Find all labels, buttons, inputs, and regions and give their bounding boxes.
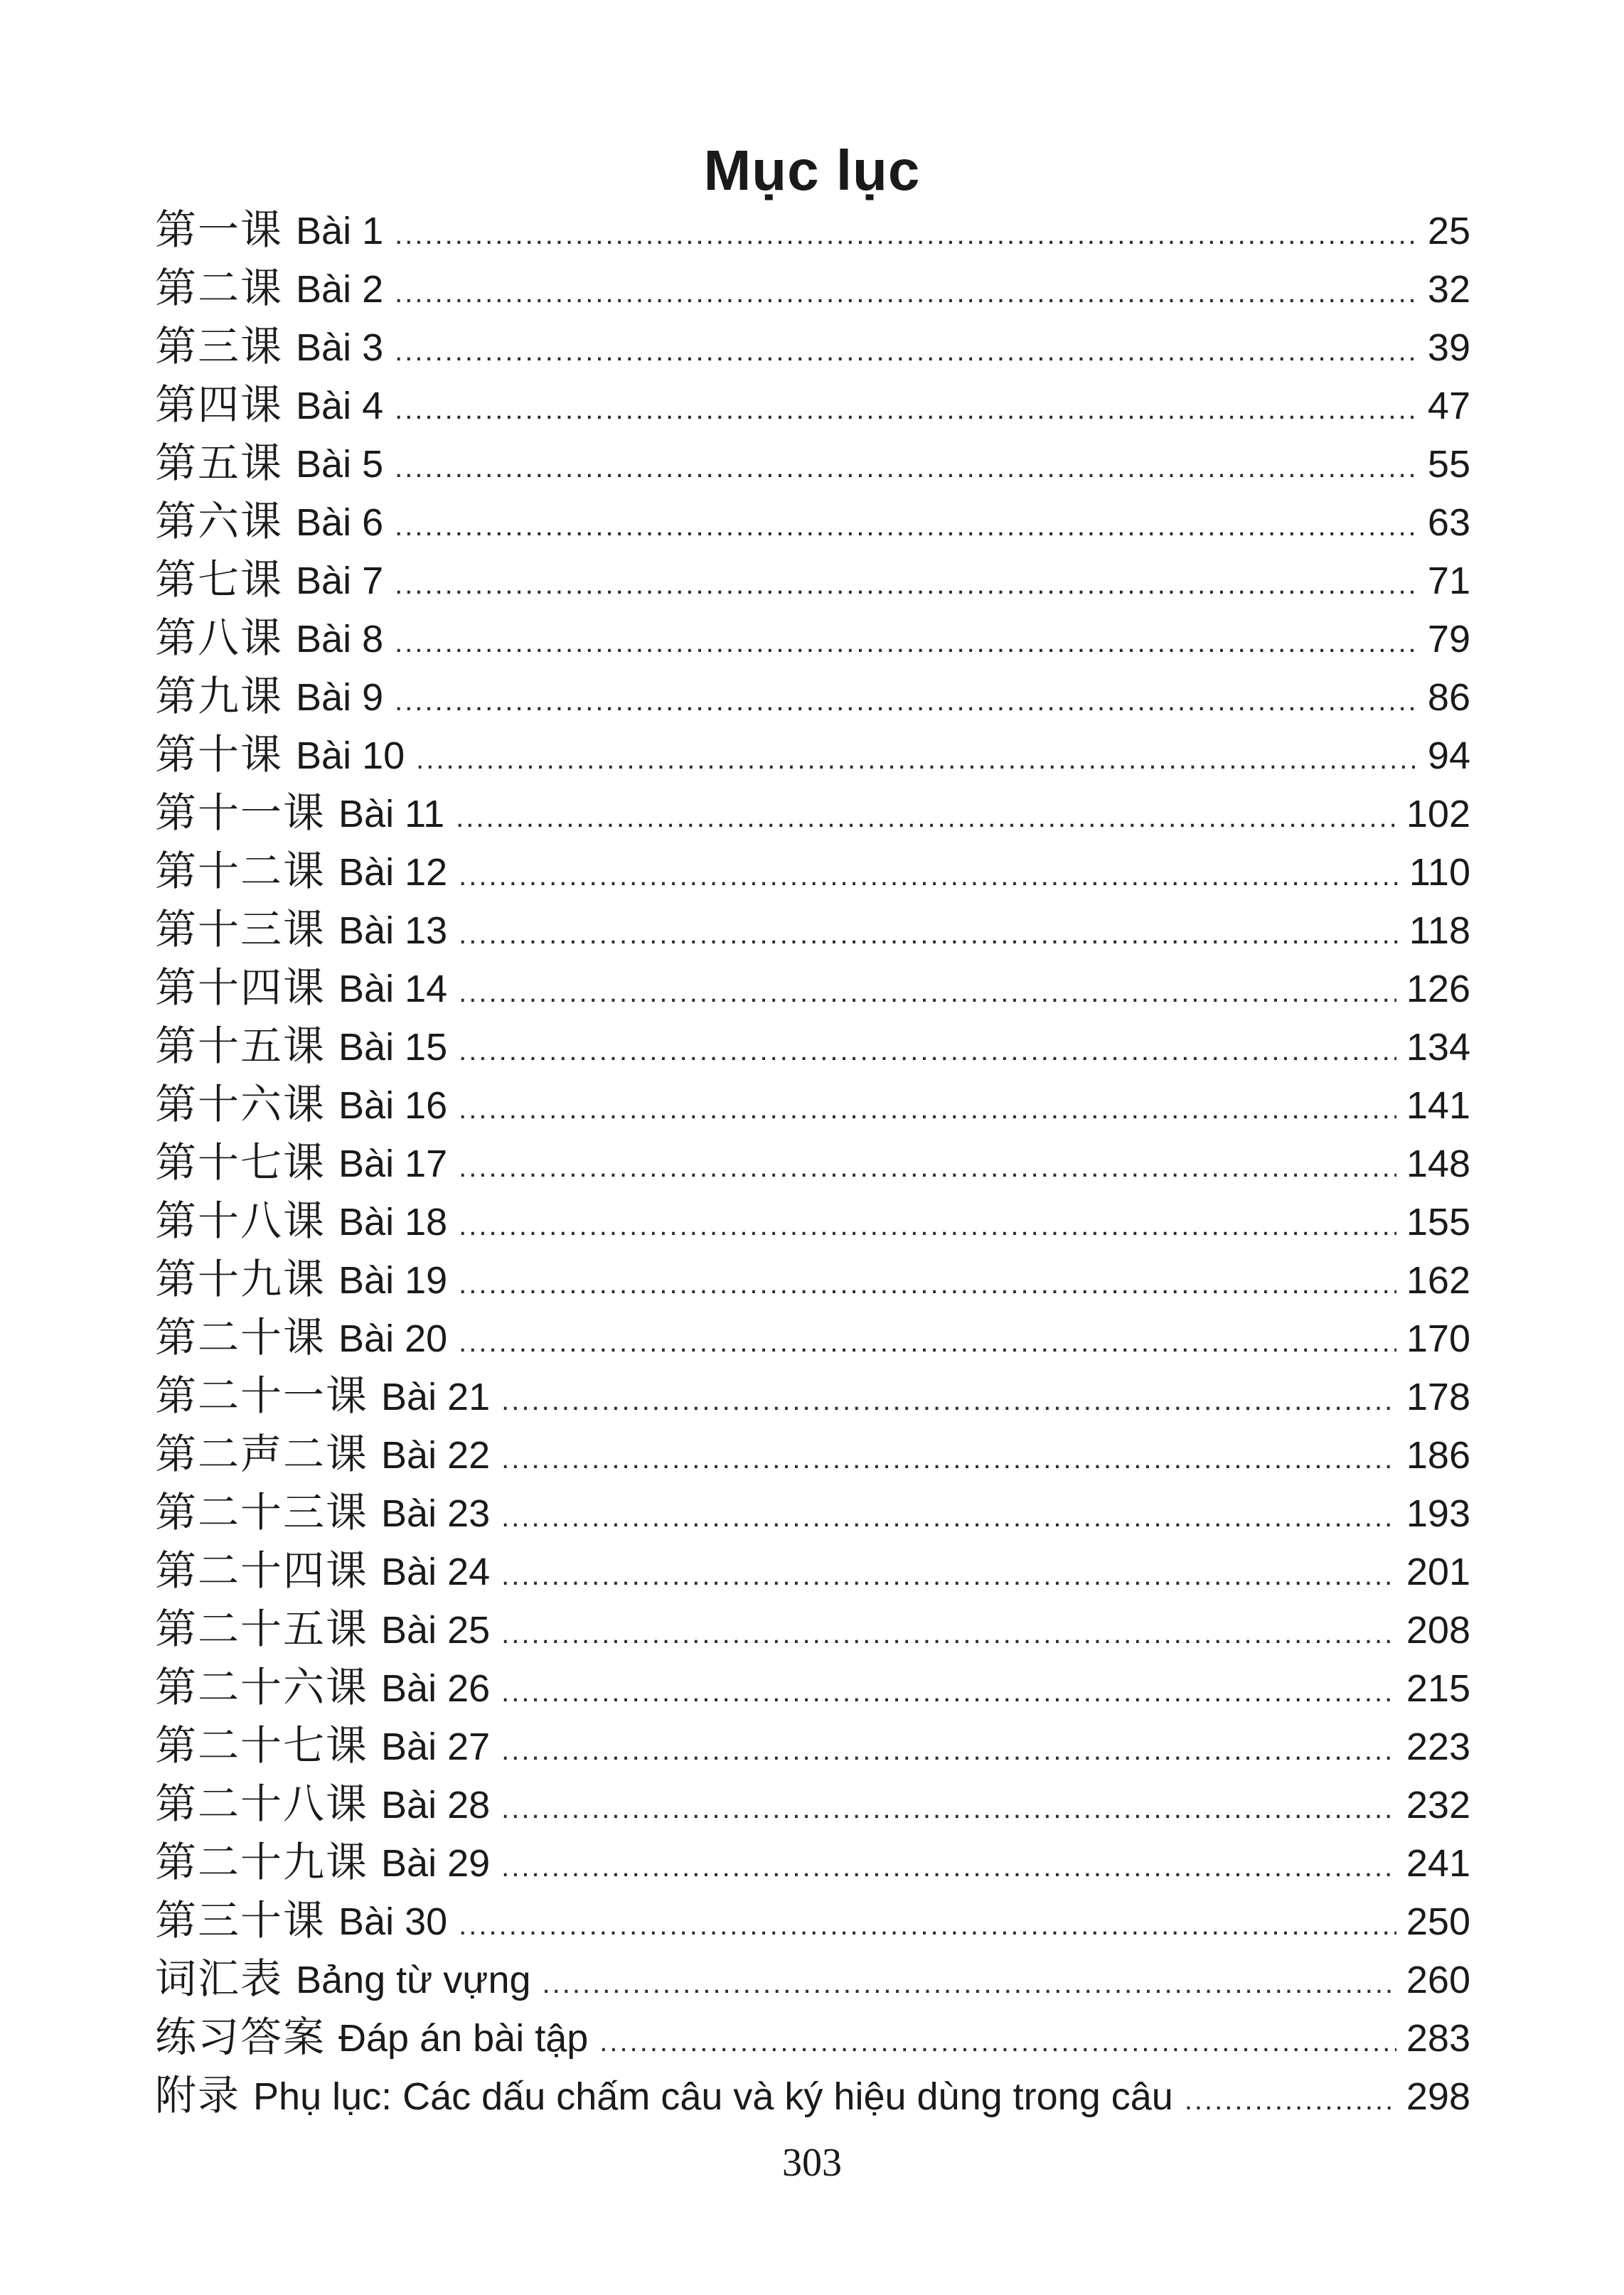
toc-entry-chinese-title: 第二十三课 — [155, 1488, 369, 1536]
toc-entry[interactable] — [155, 1891, 1470, 1949]
toc-entry-page-number: 201 — [1406, 1551, 1470, 1593]
toc-entry-chinese-title: 第十一课 — [155, 788, 326, 837]
dot-leader — [501, 1605, 1396, 1663]
toc-entry-chinese-title: 练习答案 — [155, 2013, 326, 2061]
dot-leader — [1185, 2071, 1396, 2129]
toc-entry[interactable] — [155, 1658, 1470, 1716]
dot-leader — [459, 1138, 1396, 1197]
table-of-contents — [155, 200, 1470, 2124]
dot-leader — [395, 264, 1418, 322]
toc-entry-vietnamese-title: Bài 1 — [296, 210, 384, 252]
toc-entry[interactable] — [155, 725, 1470, 783]
toc-entry-page-number: 79 — [1427, 618, 1470, 660]
toc-entry[interactable] — [155, 317, 1470, 375]
toc-entry-vietnamese-title: Bài 21 — [381, 1376, 491, 1418]
toc-entry[interactable] — [155, 1075, 1470, 1133]
toc-entry[interactable] — [155, 2066, 1470, 2124]
dot-leader — [501, 1838, 1396, 1896]
toc-entry-page-number: 134 — [1406, 1026, 1470, 1069]
toc-entry-page-number: 298 — [1406, 2075, 1470, 2118]
toc-entry-chinese-title: 第十二课 — [155, 847, 326, 895]
dot-leader — [459, 905, 1399, 963]
toc-entry-page-number: 25 — [1427, 210, 1470, 252]
toc-entry-vietnamese-title: Bài 29 — [381, 1842, 491, 1885]
toc-entry-chinese-title: 词汇表 — [155, 1954, 284, 2003]
toc-entry-vietnamese-title: Bài 6 — [296, 501, 384, 544]
dot-leader — [459, 963, 1396, 1022]
toc-entry-chinese-title: 第二十一课 — [155, 1371, 369, 1420]
toc-entry[interactable] — [155, 200, 1470, 259]
toc-entry-page-number: 63 — [1427, 501, 1470, 544]
toc-entry-vietnamese-title: Bài 14 — [338, 968, 448, 1010]
toc-entry-page-number: 208 — [1406, 1609, 1470, 1652]
toc-entry-chinese-title: 第二声二课 — [155, 1430, 369, 1478]
toc-entry[interactable] — [155, 1133, 1470, 1192]
toc-entry-chinese-title: 第三课 — [155, 322, 284, 370]
toc-entry[interactable] — [155, 1192, 1470, 1250]
toc-entry-vietnamese-title: Bài 30 — [338, 1900, 448, 1943]
toc-entry-chinese-title: 第十五课 — [155, 1022, 326, 1070]
toc-entry[interactable] — [155, 1775, 1470, 1833]
toc-entry-vietnamese-title: Bài 22 — [381, 1434, 491, 1477]
dot-leader — [501, 1371, 1396, 1430]
toc-entry-chinese-title: 第十八课 — [155, 1197, 326, 1245]
dot-leader — [456, 788, 1396, 847]
toc-entry-vietnamese-title: Bài 27 — [381, 1726, 491, 1768]
toc-entry-chinese-title: 第二十五课 — [155, 1605, 369, 1653]
toc-entry[interactable] — [155, 783, 1470, 842]
toc-entry[interactable] — [155, 958, 1470, 1017]
toc-entry-vietnamese-title: Bài 8 — [296, 618, 384, 660]
dot-leader — [416, 730, 1418, 788]
toc-entry-page-number: 141 — [1406, 1084, 1470, 1127]
dot-leader — [501, 1430, 1396, 1488]
toc-entry-vietnamese-title: Bài 16 — [338, 1084, 448, 1127]
toc-entry-chinese-title: 第七课 — [155, 555, 284, 604]
toc-entry-vietnamese-title: Bài 28 — [381, 1784, 491, 1826]
dot-leader — [599, 2013, 1396, 2071]
toc-entry-page-number: 126 — [1406, 968, 1470, 1010]
toc-entry-page-number: 283 — [1406, 2017, 1470, 2060]
toc-entry[interactable] — [155, 1250, 1470, 1308]
dot-leader — [459, 1022, 1396, 1080]
toc-entry-page-number: 71 — [1427, 560, 1470, 602]
toc-entry-chinese-title: 第四课 — [155, 380, 284, 429]
toc-entry-page-number: 39 — [1427, 326, 1470, 369]
toc-entry-page-number: 102 — [1406, 793, 1470, 835]
toc-entry-chinese-title: 第八课 — [155, 614, 284, 662]
dot-leader — [395, 497, 1418, 555]
toc-entry-chinese-title: 第二课 — [155, 264, 284, 312]
toc-entry-chinese-title: 第十六课 — [155, 1080, 326, 1128]
toc-entry-vietnamese-title: Bài 2 — [296, 268, 384, 311]
dot-leader — [459, 1080, 1396, 1138]
toc-entry-vietnamese-title: Bảng từ vựng — [296, 1959, 531, 2001]
dot-leader — [395, 205, 1418, 264]
toc-entry-chinese-title: 第十四课 — [155, 963, 326, 1012]
toc-entry[interactable] — [155, 842, 1470, 900]
toc-entry-chinese-title: 第九课 — [155, 672, 284, 720]
dot-leader — [395, 439, 1418, 497]
dot-leader — [459, 1255, 1396, 1313]
toc-entry-chinese-title: 第十七课 — [155, 1138, 326, 1187]
toc-entry-chinese-title: 第一课 — [155, 205, 284, 254]
dot-leader — [543, 1954, 1396, 2013]
toc-entry[interactable] — [155, 550, 1470, 609]
toc-entry-chinese-title: 第五课 — [155, 439, 284, 487]
dot-leader — [501, 1546, 1396, 1605]
toc-entry-chinese-title: 第十九课 — [155, 1255, 326, 1303]
dot-leader — [459, 1197, 1396, 1255]
dot-leader — [395, 322, 1418, 380]
toc-entry[interactable] — [155, 1483, 1470, 1541]
toc-entry-chinese-title: 附录 — [155, 2071, 241, 2119]
toc-entry-vietnamese-title: Bài 3 — [296, 326, 384, 369]
toc-entry[interactable] — [155, 1716, 1470, 1775]
toc-entry-vietnamese-title: Bài 23 — [381, 1492, 491, 1535]
toc-entry-page-number: 178 — [1406, 1376, 1470, 1418]
toc-entry-page-number: 110 — [1409, 851, 1470, 894]
toc-entry-chinese-title: 第二十九课 — [155, 1838, 369, 1886]
toc-entry-page-number: 55 — [1427, 443, 1470, 486]
toc-entry-vietnamese-title: Bài 20 — [338, 1317, 448, 1360]
toc-entry-page-number: 148 — [1406, 1143, 1470, 1185]
toc-entry-vietnamese-title: Phụ lục: Các dấu chấm câu và ký hiệu dùng trong câu — [253, 2075, 1173, 2118]
toc-entry[interactable] — [155, 900, 1470, 958]
toc-entry-chinese-title: 第二十课 — [155, 1313, 326, 1362]
page-number: 303 — [782, 2141, 842, 2185]
toc-entry[interactable] — [155, 492, 1470, 550]
toc-entry[interactable] — [155, 1425, 1470, 1483]
toc-entry-page-number: 155 — [1406, 1201, 1470, 1243]
dot-leader — [395, 555, 1418, 614]
toc-entry-chinese-title: 第二十八课 — [155, 1780, 369, 1828]
dot-leader — [501, 1721, 1396, 1780]
toc-entry-vietnamese-title: Bài 17 — [338, 1143, 448, 1185]
dot-leader — [395, 380, 1418, 439]
toc-entry-page-number: 250 — [1406, 1900, 1470, 1943]
toc-entry-page-number: 47 — [1427, 385, 1470, 427]
dot-leader — [501, 1488, 1396, 1546]
toc-entry[interactable] — [155, 434, 1470, 492]
page-title: Mục lục — [703, 138, 921, 202]
toc-entry[interactable] — [155, 1949, 1470, 2008]
dot-leader — [459, 1313, 1396, 1371]
toc-entry-vietnamese-title: Bài 18 — [338, 1201, 448, 1243]
toc-entry-chinese-title: 第二十六课 — [155, 1663, 369, 1711]
toc-entry-vietnamese-title: Bài 13 — [338, 909, 448, 952]
dot-leader — [395, 614, 1418, 672]
toc-entry-page-number: 241 — [1406, 1842, 1470, 1885]
toc-entry-vietnamese-title: Bài 5 — [296, 443, 384, 486]
toc-entry[interactable] — [155, 2008, 1470, 2066]
toc-entry[interactable] — [155, 667, 1470, 725]
toc-entry[interactable] — [155, 259, 1470, 317]
toc-entry-vietnamese-title: Đáp án bài tập — [338, 2017, 589, 2060]
toc-entry-vietnamese-title: Bài 10 — [296, 734, 405, 777]
toc-entry-vietnamese-title: Bài 25 — [381, 1609, 491, 1652]
toc-entry-page-number: 170 — [1406, 1317, 1470, 1360]
toc-entry-chinese-title: 第二十七课 — [155, 1721, 369, 1770]
toc-entry-vietnamese-title: Bài 19 — [338, 1259, 448, 1302]
toc-entry-chinese-title: 第二十四课 — [155, 1546, 369, 1595]
toc-entry-page-number: 223 — [1406, 1726, 1470, 1768]
toc-entry-page-number: 32 — [1427, 268, 1470, 311]
toc-entry[interactable] — [155, 1600, 1470, 1658]
toc-entry-page-number: 193 — [1406, 1492, 1470, 1535]
dot-leader — [459, 847, 1399, 905]
toc-entry-vietnamese-title: Bài 24 — [381, 1551, 491, 1593]
toc-entry-page-number: 215 — [1406, 1667, 1470, 1710]
toc-entry[interactable] — [155, 609, 1470, 667]
toc-entry-chinese-title: 第十课 — [155, 730, 284, 779]
toc-entry[interactable] — [155, 1017, 1470, 1075]
dot-leader — [501, 1663, 1396, 1721]
toc-entry-page-number: 232 — [1406, 1784, 1470, 1826]
toc-entry-vietnamese-title: Bài 7 — [296, 560, 384, 602]
toc-entry-vietnamese-title: Bài 9 — [296, 676, 384, 719]
dot-leader — [395, 672, 1418, 730]
toc-entry-vietnamese-title: Bài 11 — [338, 793, 445, 835]
toc-entry-chinese-title: 第三十课 — [155, 1896, 326, 1944]
toc-entry-chinese-title: 第六课 — [155, 497, 284, 545]
toc-entry-page-number: 118 — [1409, 909, 1470, 952]
toc-entry[interactable] — [155, 1541, 1470, 1600]
toc-entry-page-number: 186 — [1406, 1434, 1470, 1477]
dot-leader — [501, 1780, 1396, 1838]
toc-entry-vietnamese-title: Bài 4 — [296, 385, 384, 427]
toc-entry-chinese-title: 第十三课 — [155, 905, 326, 953]
toc-entry-page-number: 260 — [1406, 1959, 1470, 2001]
toc-entry-vietnamese-title: Bài 15 — [338, 1026, 448, 1069]
toc-entry[interactable] — [155, 375, 1470, 434]
toc-entry-page-number: 94 — [1427, 734, 1470, 777]
dot-leader — [459, 1896, 1396, 1954]
toc-entry-page-number: 86 — [1427, 676, 1470, 719]
toc-entry-page-number: 162 — [1406, 1259, 1470, 1302]
toc-entry-vietnamese-title: Bài 26 — [381, 1667, 491, 1710]
toc-entry-vietnamese-title: Bài 12 — [338, 851, 448, 894]
toc-entry[interactable] — [155, 1366, 1470, 1425]
toc-entry[interactable] — [155, 1308, 1470, 1366]
toc-entry[interactable] — [155, 1833, 1470, 1891]
